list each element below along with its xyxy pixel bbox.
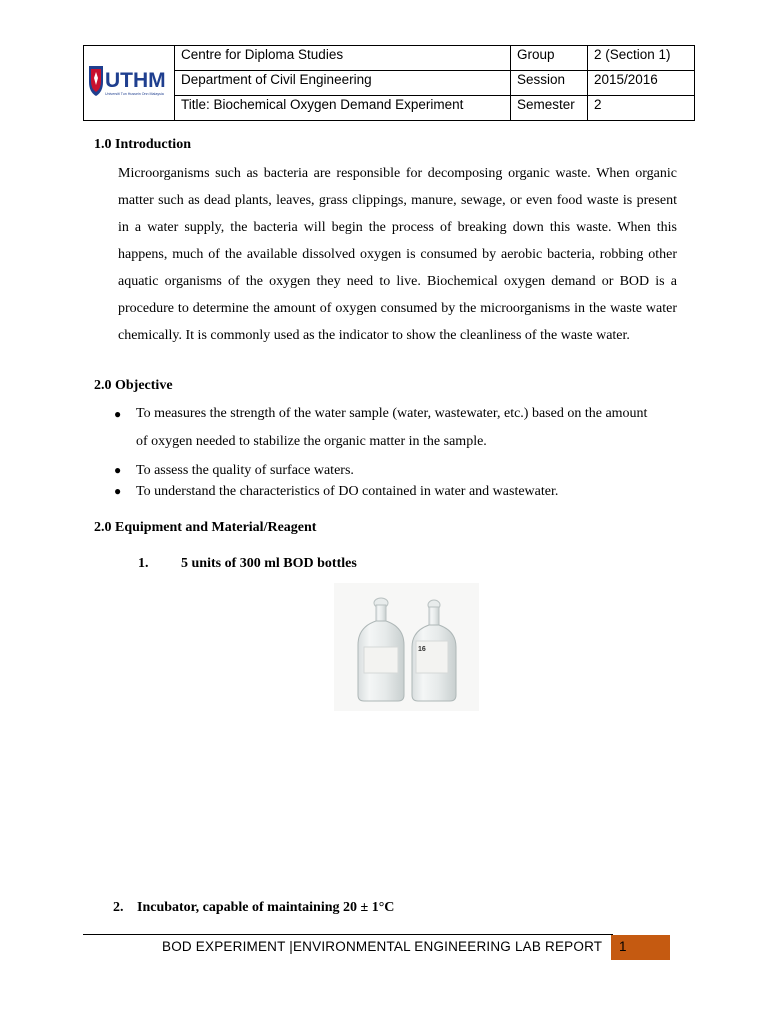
introduction-heading: 1.0 Introduction — [94, 137, 191, 152]
list-item — [0, 481, 656, 502]
bullet-icon: ● — [114, 484, 122, 498]
bottle-number-label: 16 — [418, 646, 426, 653]
header-key: Semester — [511, 96, 588, 121]
header-table — [83, 45, 695, 121]
bod-bottle-icon — [334, 583, 479, 711]
objective-heading: 2.0 Objective — [94, 378, 173, 393]
bod-bottles-image — [334, 583, 479, 711]
objective-list — [0, 400, 656, 502]
bullet-icon: ● — [114, 407, 122, 421]
equipment-item-label: 5 units of 300 ml BOD bottles — [181, 556, 357, 571]
objective-text: To understand the characteristics of DO contained in water and wastewater. — [136, 484, 559, 499]
list-item — [0, 400, 656, 456]
header-label: Title: Biochemical Oxygen Demand Experiment — [175, 96, 511, 121]
header-label: Centre for Diploma Studies — [175, 46, 511, 71]
header-label: Department of Civil Engineering — [175, 71, 511, 96]
header-key: Group — [511, 46, 588, 71]
page-number: 1 — [619, 939, 627, 954]
page-number-box — [611, 935, 670, 960]
equipment-item-label: Incubator, capable of maintaining 20 ± 1°C — [137, 900, 395, 915]
introduction-paragraph: Microorganisms such as bacteria are responsible for decomposing organic waste. When organic matter such as dead plants, leaves, grass clippings, manure, sewage, or even food waste is present in a water supply, the bacteria will begin the process of breaking down this waste. When this happens, much of the available dissolved oxygen is consumed by aerobic bacteria, robbing other aquatic organisms of the oxygen they need to live. Biochemical oxygen demand or BOD is a procedure to determine the amount of oxygen consumed by the microorganisms in the waste water chemically. It is commonly used as the indicator to show the cleanliness of the waste water. — [118, 166, 677, 343]
header-value: 2015/2016 — [588, 71, 695, 96]
header-value: 2 — [588, 96, 695, 121]
footer-title: BOD EXPERIMENT |ENVIRONMENTAL ENGINEERING LAB REPORT — [162, 939, 603, 954]
equipment-number: 2. — [113, 900, 124, 915]
uthm-crest-icon — [86, 52, 172, 112]
logo-subtext: Universiti Tun Hussein Onn Malaysia — [105, 91, 164, 96]
equipment-number: 1. — [138, 556, 149, 571]
list-item — [0, 460, 656, 481]
logo-text: UTHM — [105, 68, 166, 92]
objective-text: To measures the strength of the water sample (water, wastewater, etc.) based on the amount of oxygen needed to stabilize the organic matter in the sample. — [136, 406, 648, 449]
uthm-logo — [84, 46, 175, 121]
objective-text: To assess the quality of surface waters. — [136, 463, 354, 478]
header-value: 2 (Section 1) — [588, 46, 695, 71]
bullet-icon: ● — [114, 463, 122, 477]
header-key: Session — [511, 71, 588, 96]
equipment-heading: 2.0 Equipment and Material/Reagent — [94, 520, 317, 535]
footer-divider — [83, 934, 613, 935]
